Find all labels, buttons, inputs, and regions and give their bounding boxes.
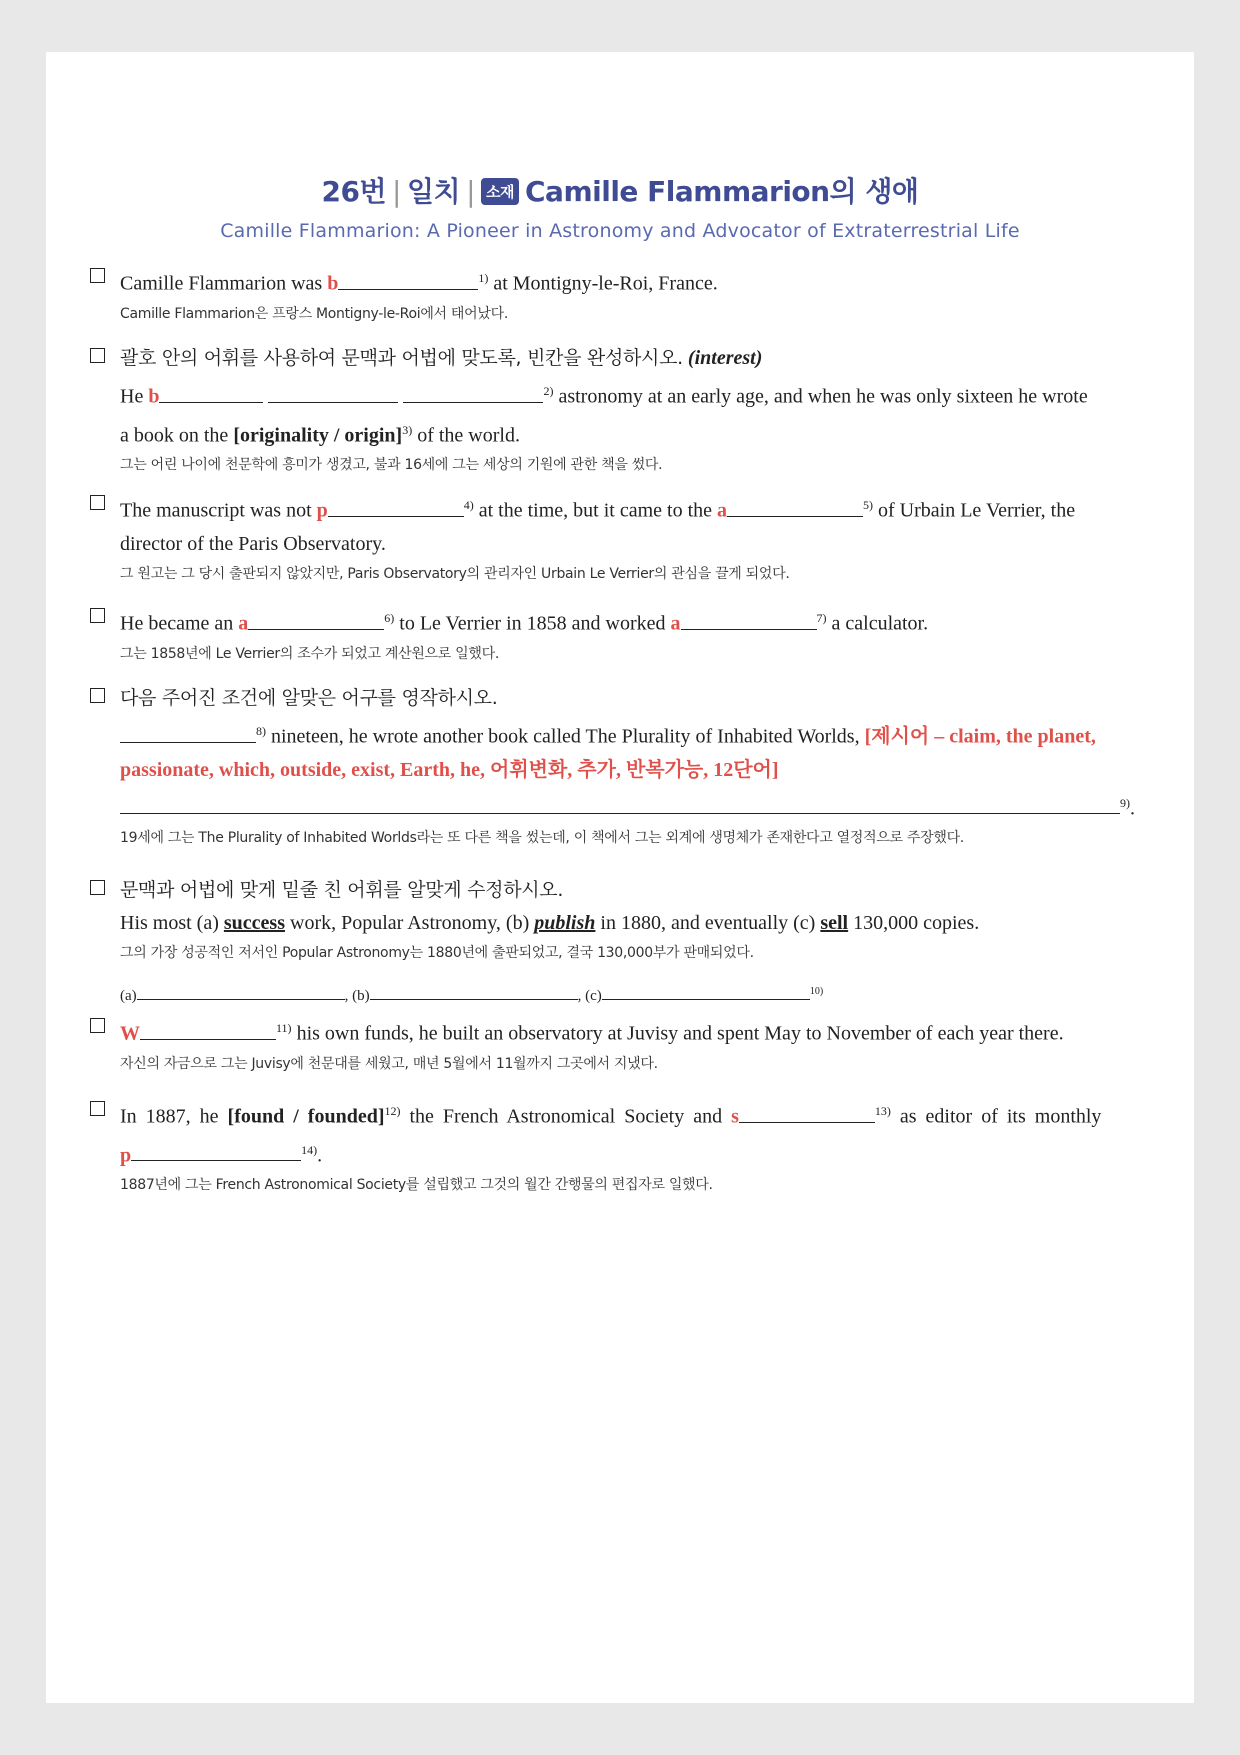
question-1: Camille Flammarion was b $^{1)}$ at Montigny-le-Roi, France. Camille Flammarion은 프랑스 Montigny-le-Roi에서 태어났다. — [90, 262, 1150, 323]
answer-a[interactable] — [137, 987, 345, 1000]
question-3: The manuscript was not p $^{4)}$ at the time, but it came to the a $^{5)}$ of Urbain Le Verrier, the director of the Paris Observatory. 그 원고는 그 당시 출판되지 않았지만, Paris Observatory의 관리자인 Urbain Le Verrier의 관심을 끌게 되었다. — [90, 489, 1150, 583]
underlined-word-b: publish — [534, 912, 596, 934]
answer-c[interactable] — [602, 987, 810, 1000]
worksheet-page — [46, 52, 1194, 1703]
question-8: In 1887, he [found / founded]$^{12)}$ the French Astronomical Society and s $^{13)}$ as editor of its monthly p $^{14)}$. 1887년에 그는 French Astronomical Society를 설립했고 그것의 월간 간행물의 편집자로 일했다. — [90, 1095, 1150, 1194]
translation: 자신의 자금으로 그는 Juvisy에 천문대를 세웠고, 매년 5월에서 11월까지 그곳에서 지냈다. — [120, 1055, 658, 1072]
blank-2a[interactable] — [159, 384, 263, 403]
blank-13[interactable] — [739, 1104, 875, 1123]
checkbox[interactable] — [90, 608, 105, 623]
blank-5[interactable] — [727, 498, 863, 517]
question-4: He became an a $^{6)}$ to Le Verrier in 1858 and worked a $^{7)}$ a calculator. 그는 1858년에 Le Verrier의 조수가 되었고 계산원으로 일했다. — [90, 602, 1150, 663]
header — [46, 170, 1194, 242]
blank-1[interactable] — [338, 271, 478, 290]
translation: 1887년에 그는 French Astronomical Society를 설립했고 그것의 월간 간행물의 편집자로 일했다. — [120, 1177, 713, 1194]
conditions-cont: passionate, which, outside, exist, Earth, he, 어휘변화, 추가, 반복가능, 12단어] — [120, 758, 779, 781]
checkbox[interactable] — [90, 348, 105, 363]
checkbox[interactable] — [90, 688, 105, 703]
checkbox[interactable] — [90, 1101, 105, 1116]
blank-11[interactable] — [140, 1021, 276, 1040]
translation: 19세에 그는 The Plurality of Inhabited Worlds라는 또 다른 책을 썼는데, 이 책에서 그는 외계에 생명체가 존재한다고 열정적으로 주장했다. — [120, 830, 964, 847]
instruction: 다음 주어진 조건에 알맞은 어구를 영작하시오. — [120, 687, 498, 709]
blank-6[interactable] — [248, 611, 384, 630]
topic-badge: 소재 — [481, 178, 519, 205]
translation: 그 원고는 그 당시 출판되지 않았지만, Paris Observatory의 관리자인 Urbain Le Verrier의 관심을 끌게 되었다. — [120, 565, 790, 582]
page-subtitle: Camille Flammarion: A Pioneer in Astronomy and Advocator of Extraterrestrial Life — [220, 220, 1020, 242]
translation: 그는 1858년에 Le Verrier의 조수가 되었고 계산원으로 일했다. — [120, 645, 499, 662]
conditions: [제시어 – claim, the planet, — [864, 725, 1096, 748]
page-title: 26번 | 일치 | 소재 Camille Flammarion의 생애 — [321, 175, 919, 208]
choice-brackets[interactable]: [originality / origin] — [233, 424, 403, 447]
question-6: 문맥과 어법에 맞게 밑줄 친 어휘를 알맞게 수정하시오. His most (a) success work, Popular Astronomy, (b) publish in 1880, and eventually (c) sell 130,000 copies. 그의 가장 성공적인 저서인 Popular Astronomy는 1880년에 출판되었고, 결국 130,000부가 판매되었다. (a) , (b) , (c) $^{10)}$ — [90, 874, 1150, 1005]
instruction: 문맥과 어법에 맞게 밑줄 친 어휘를 알맞게 수정하시오. — [120, 879, 564, 901]
underlined-word-a: success — [223, 912, 285, 934]
question-2: 괄호 안의 어휘를 사용하여 문맥과 어법에 맞도록, 빈칸을 완성하시오. (interest) He b $^{2)}$ astronomy at an early age, and when he was only sixteen he wrote a book on the [originality / origin]$^{3)}$ of the world. 그는 어린 나이에 천문학에 흥미가 생겼고, 불과 16세에 그는 세상의 기원에 관한 책을 썼다. — [90, 342, 1150, 474]
question-5: 다음 주어진 조건에 알맞은 어구를 영작하시오. $^{8)}$ nineteen, he wrote another book called The Plurality of Inhabited Worlds, [제시어 – claim, the planet, passionate, which, outside, exist, Earth, he, 어휘변화, 추가, 반복가능, 12단어] $^{9)}$. 19세에 그는 The Plurality of Inhabited Worlds라는 또 다른 책을 썼는데, 이 책에서 그는 외계에 생명체가 존재한다고 열정적으로 주장했다. — [90, 682, 1150, 847]
answer-b[interactable] — [370, 987, 578, 1000]
blank-14[interactable] — [131, 1142, 301, 1161]
checkbox[interactable] — [90, 880, 105, 895]
answer-line: (a) , (b) , (c) $^{10)}$ — [120, 986, 824, 1004]
blank-9[interactable] — [120, 795, 1120, 814]
question-7: W $^{11)}$ his own funds, he built an observatory at Juvisy and spent May to November of each year there. 자신의 자금으로 그는 Juvisy에 천문대를 세웠고, 매년 5월에서 11월까지 그곳에서 지냈다. — [90, 1012, 1150, 1073]
checkbox[interactable] — [90, 495, 105, 510]
question-type: 일치 — [406, 175, 461, 208]
checkbox[interactable] — [90, 268, 105, 283]
instruction: 괄호 안의 어휘를 사용하여 문맥과 어법에 맞도록, 빈칸을 완성하시오. — [120, 347, 683, 369]
translation: 그는 어린 나이에 천문학에 흥미가 생겼고, 불과 16세에 그는 세상의 기원에 관한 책을 썼다. — [120, 457, 663, 474]
checkbox[interactable] — [90, 1018, 105, 1033]
translation: 그의 가장 성공적인 저서인 Popular Astronomy는 1880년에 출판되었고, 결국 130,000부가 판매되었다. — [120, 945, 754, 961]
underlined-word-c: sell — [820, 912, 849, 934]
question-number: 26번 — [321, 175, 387, 208]
blank-2b[interactable] — [268, 384, 398, 403]
choice-brackets[interactable]: [found / founded] — [227, 1105, 385, 1128]
title-text: Camille Flammarion의 생애 — [525, 175, 919, 208]
blank-7[interactable] — [681, 611, 817, 630]
blank-2c[interactable] — [403, 384, 543, 403]
translation: Camille Flammarion은 프랑스 Montigny-le-Roi에서 태어났다. — [120, 305, 508, 322]
blank-4[interactable] — [328, 498, 464, 517]
blank-8[interactable] — [120, 724, 256, 743]
